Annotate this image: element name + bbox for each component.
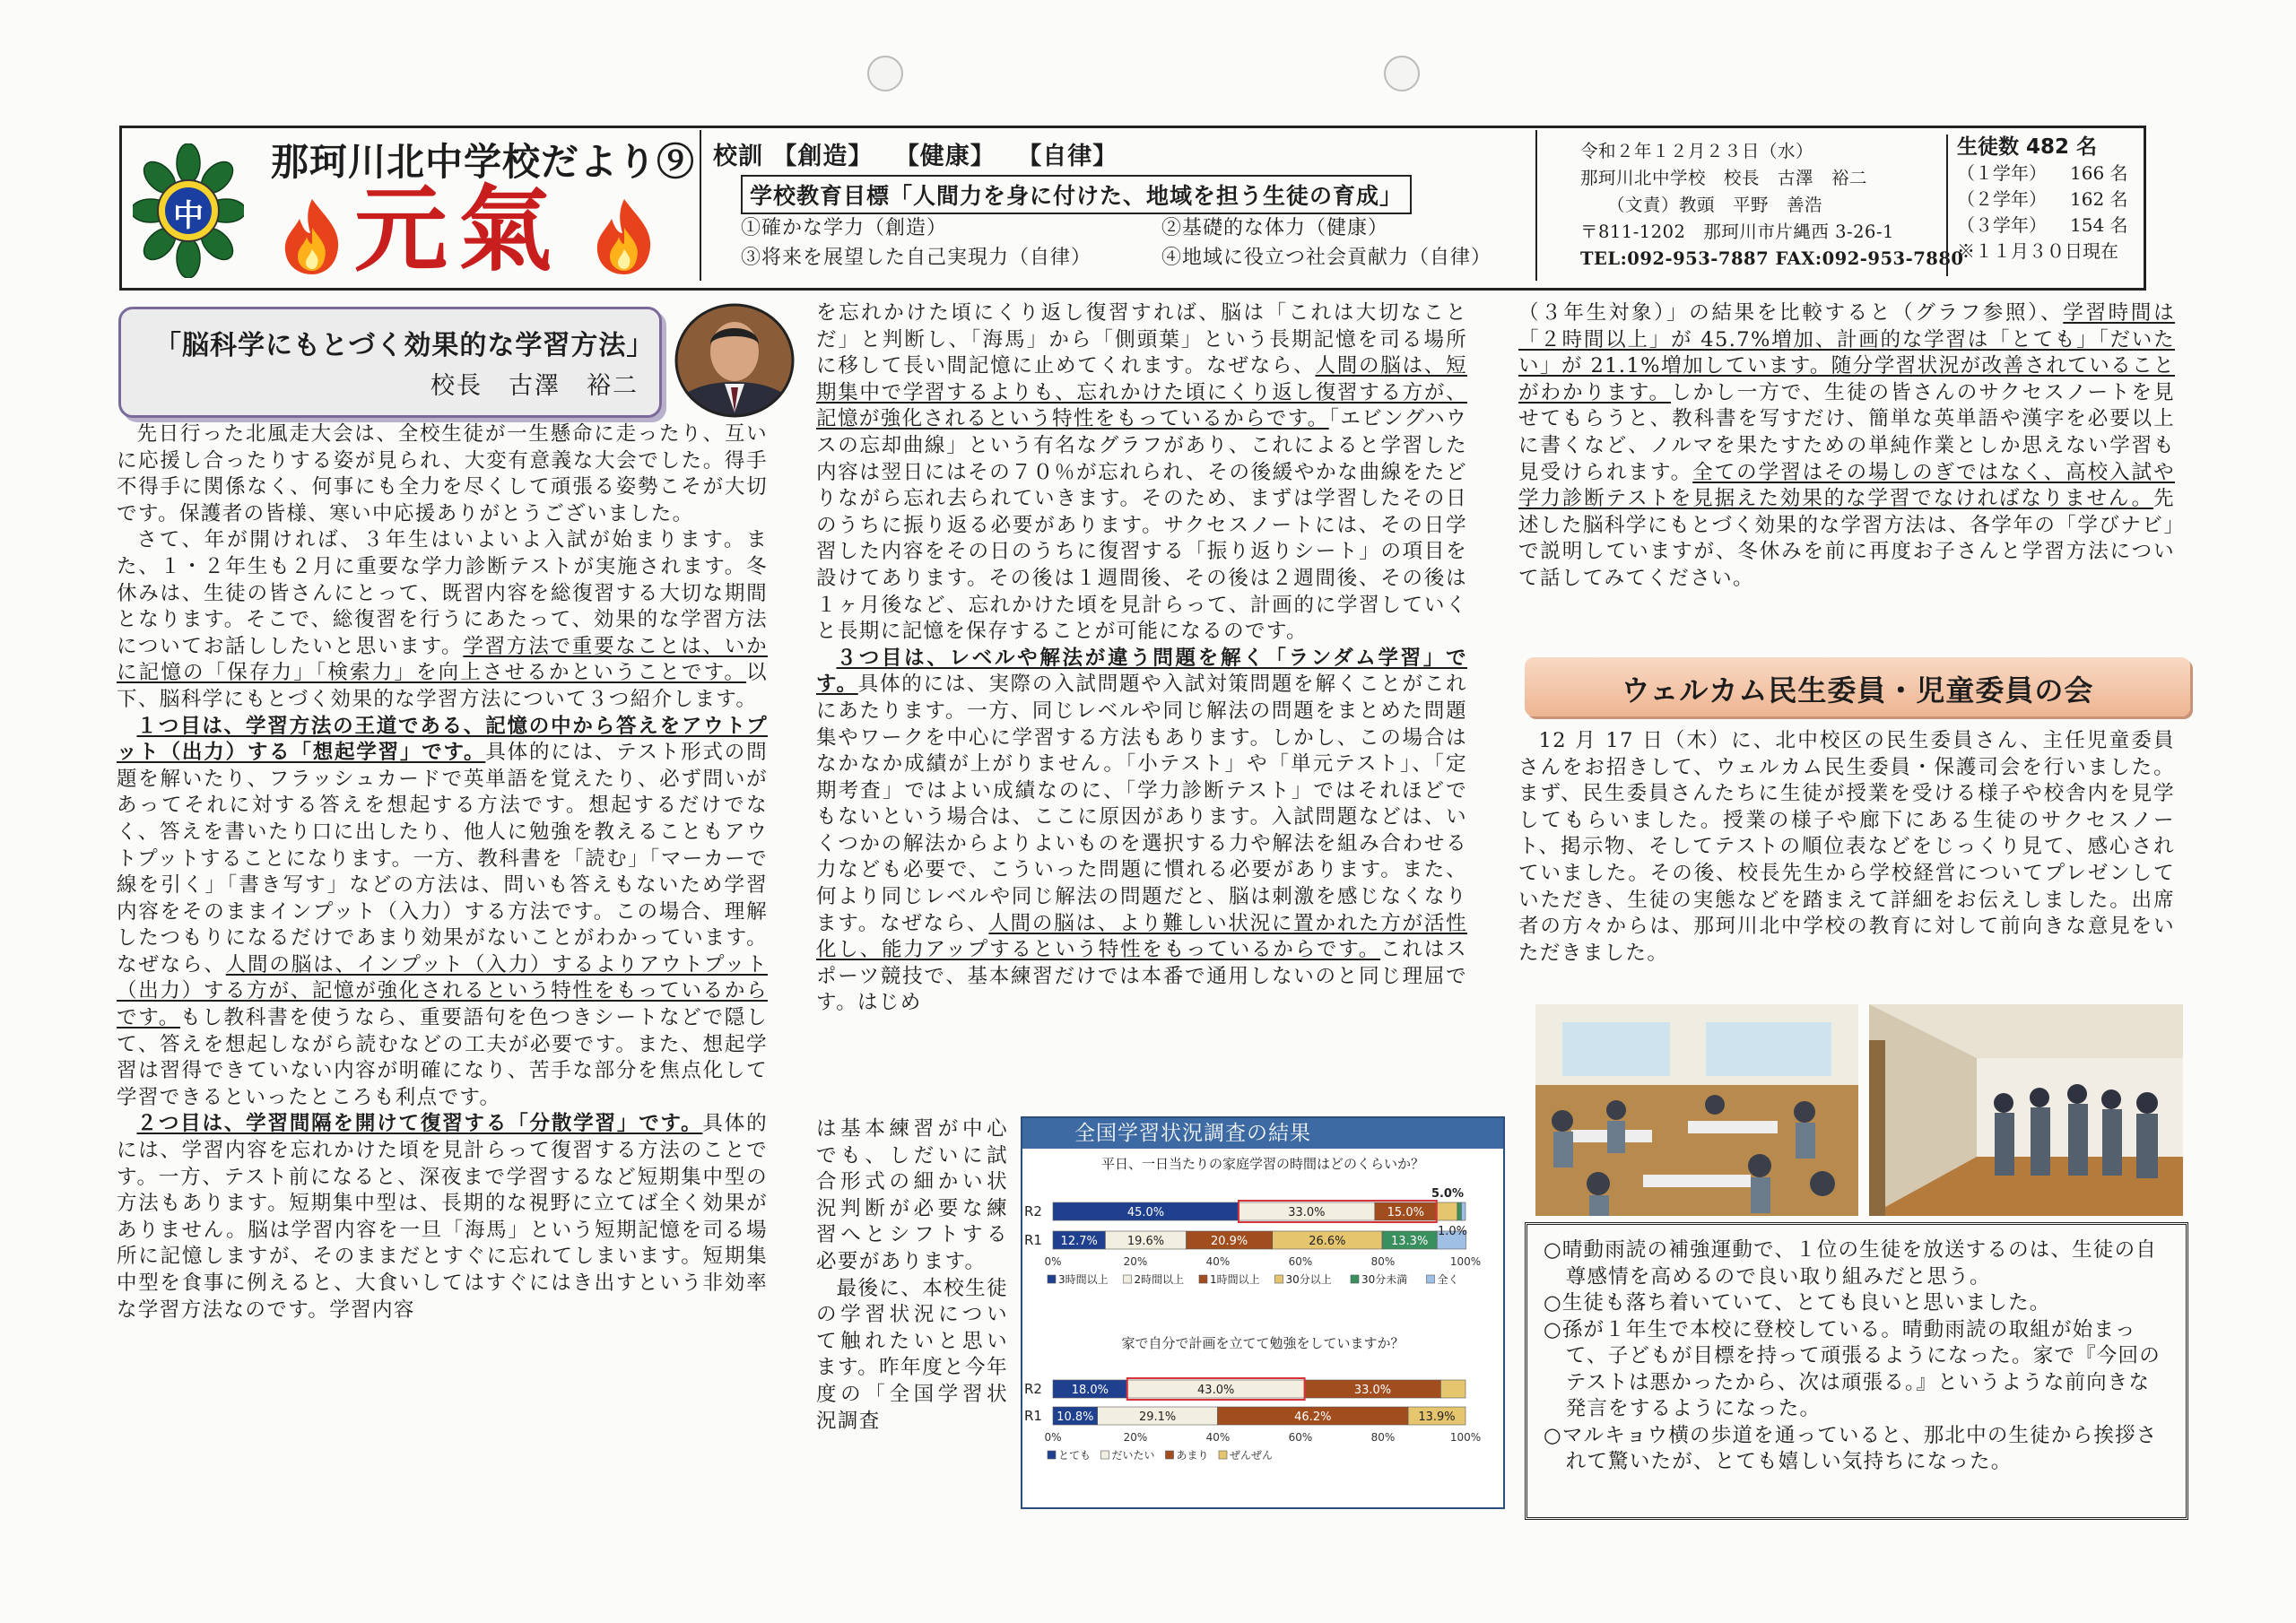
data-label: 5.0% — [1431, 1187, 1464, 1201]
chart-plot — [1022, 1149, 1503, 1507]
tick-label: 60% — [1288, 1431, 1313, 1444]
tick-label: 20% — [1123, 1431, 1148, 1444]
grade-count: 166 名 — [2070, 162, 2128, 184]
motto — [713, 136, 1118, 171]
data-label: 46.2% — [1294, 1410, 1332, 1424]
emblem-char: 中 — [173, 198, 204, 234]
punch-hole — [1384, 56, 1420, 91]
underlined-text: ２つ目は、学習間隔を開けて復習する「分散学習」です。 — [136, 1112, 703, 1136]
data-label: 10.8% — [1057, 1410, 1094, 1424]
text: （３年生対象）」の結果を比較すると（グラフ参照）、 — [1518, 301, 2064, 325]
grade-count: 162 名 — [2070, 188, 2128, 210]
data-label: 29.1% — [1138, 1410, 1177, 1424]
school-principal: 那珂川北中学校 校長 古澤 裕二 — [1580, 168, 1868, 188]
paragraph: 先日行った北風走大会は、全校生徒が一生懸命に走ったり、互いに応援し合ったりする姿が見られ、大変有意義な大会でした。得手不得手に関係なく、何事にも全力を尽くして頑張る姿勢こそが大切です。保護者の皆様、寒い中応援ありがとうございました。 — [117, 422, 768, 525]
event-photo — [1535, 1004, 1858, 1216]
student-row — [1957, 161, 2145, 187]
bar-segment — [1457, 1202, 1462, 1220]
legend-swatch — [1427, 1275, 1435, 1283]
underlined-text: 学習方法で重要なことは、いかに記憶の「保存力」「検索力」を向上させるかということです。 — [117, 634, 768, 685]
tick-label: 40% — [1205, 1255, 1231, 1268]
legend-label: 30分以上 — [1285, 1273, 1332, 1286]
data-label: 33.0% — [1288, 1206, 1326, 1219]
legend-label: 1時間以上 — [1210, 1273, 1260, 1286]
paragraph — [816, 300, 1467, 646]
paragraph: 最後に、本校生徒の学習状況について触れたいと思います。昨年度と今年度の「全国学習状況調査 — [816, 1276, 1008, 1433]
grade-count: 154 名 — [2070, 214, 2128, 236]
tick-label: 60% — [1288, 1255, 1313, 1268]
goal-item: ①確かな学力（創造） — [741, 217, 948, 239]
legend-label: 2時間以上 — [1134, 1273, 1185, 1286]
legend-label: あまり — [1176, 1449, 1209, 1462]
tick-label: 80% — [1370, 1255, 1396, 1268]
bar-segment — [1440, 1380, 1465, 1398]
grade-label: （１学年） — [1957, 162, 2047, 184]
text: 以下、脳科学にもとづく効果的な学習方法について３つ紹介します。 — [117, 661, 768, 711]
feedback-box — [1525, 1222, 2188, 1520]
feedback-item: ○晴動雨読の補強運動で、１位の生徒を放送するのは、生徒の自尊感情を高めるので良い取り組みだと思う。 — [1544, 1238, 2157, 1289]
paragraph — [816, 646, 1467, 1017]
chart-subtitle: 平日、一日当たりの家庭学習の時間はどのくらいか？ — [1100, 1156, 1425, 1172]
student-row — [1957, 213, 2145, 239]
event-body — [1518, 728, 2175, 967]
event-photo — [1869, 1004, 2183, 1216]
text: これはスポーツ競技で、基本練習だけでは本番で通用しないのと同じ理屈です。はじめ — [816, 938, 1467, 1015]
paragraph — [117, 1111, 768, 1324]
byline: 校長 古澤 裕二 — [430, 372, 639, 400]
legend-swatch — [1048, 1275, 1056, 1283]
legend-swatch — [1166, 1451, 1174, 1459]
goal-item: ②基礎的な体力（健康） — [1161, 217, 1389, 239]
text: 具体的には、学習内容を忘れかけた頃を見計らって復習する方法のことです。一方、テスト前になると、深夜まで学習するなど短期集中型の方法もあります。短期集中型は、長期的な視野に立てば全く効果がありません。脳は学習内容を一旦「海馬」という短期記憶を司る場所に記憶しますが、そのままだとすぐに忘れてしまいます。短期集中型を食事に例えると、大食いしてはすぐにはき出すという非効率な学習方法なのです。学習内容 — [117, 1112, 768, 1322]
underlined-text: 人間の脳は、インプット（入力）するよりアウトプット（出力）する方が、記憶が強化されるという特性をもっているからです。 — [117, 952, 768, 1030]
legend-swatch — [1048, 1451, 1056, 1459]
legend-label: 3時間以上 — [1058, 1273, 1109, 1286]
big-title: 元氣 — [354, 174, 563, 284]
newsletter-title: 那珂川北中学校だより⑨ — [271, 140, 696, 184]
issue-date: 令和２年１２月２３日（水） — [1580, 141, 1814, 161]
data-label: 19.6% — [1126, 1235, 1165, 1248]
punch-hole — [867, 56, 903, 91]
underlined-text: 学習時間は「２時間以上」が 45.7%増加、計画的な学習は「とても」「だいたい」が 21.1%増加しています。随分学習状況が改善されていることがわかります。 — [1518, 301, 2175, 404]
goal-item: ③将来を展望した自己実現力（自律） — [741, 247, 1092, 269]
legend-label: だいたい — [1111, 1449, 1155, 1462]
paragraph: は基本練習が中心でも、しだいに試合形式の細かい状況判断が必要な練習へとシフトする必要があります。 — [816, 1117, 1008, 1273]
text: を忘れかけた頃にくり返し復習すれば、脳は「これは大切なことだ」と判断し、「海馬」から「側頭葉」という長期記憶を司る場所に移して長い間記憶に止めてくれます。なぜなら、 — [816, 301, 1467, 378]
motto-item: 【創造】 — [772, 143, 874, 170]
students-title: 生徒数 482 名 — [1957, 135, 2098, 159]
underlined-text: 全ての学習はその場しのぎではなく、高校入試や学力診断テストを見据えた効果的な学習でなければなりません。 — [1518, 460, 2175, 511]
data-label: 26.6% — [1309, 1235, 1346, 1248]
legend-label: とても — [1058, 1449, 1091, 1462]
student-count-box — [1946, 135, 2145, 276]
student-row — [1957, 187, 2145, 213]
article-title: 「脳科学にもとづく効果的な学習方法」 — [154, 330, 655, 361]
paragraph: 12 月 17 日（木）に、北中校区の民生委員さん、主任児童委員さんをお招きして、ウェルカム民生委員・保護司会を行いました。まず、民生委員さんたちに生徒が授業を受ける様子や校舎内を見学してもらいました。授業の様子や廊下にある生徒のサクセスノート、掲示物、そしてテストの順位表などをじっくり見て、感心されていました。その後、校長先生から学校経営についてプレゼンしていただき、生徒の実態などを踏まえて詳細をお伝えしました。出席者の方々からは、那珂川北中学校の教育に対して前向きな意見をいただきました。 — [1518, 729, 2175, 965]
category-label: R2 — [1024, 1203, 1042, 1219]
event-title: ウェルカム民生委員・児童委員の会 — [1621, 673, 2094, 707]
article-column-3 — [1518, 300, 2175, 593]
survey-chart — [1021, 1116, 1505, 1509]
issue-info — [1580, 138, 1963, 273]
grade-label: （２学年） — [1957, 188, 2047, 210]
writer: （文責）教頭 平野 善浩 — [1607, 195, 1823, 215]
data-label: 13.9% — [1418, 1410, 1456, 1424]
data-label: 1.0% — [1437, 1225, 1467, 1238]
motto-label: 校訓 — [713, 143, 763, 170]
text: 先述した脳科学にもとづく効果的な学習方法は、各学年の「学びナビ」で説明していますが、冬休みを前に再度お子さんと学習方法について話してみてください。 — [1518, 487, 2175, 590]
underlined-text: ３つ目は、レベルや解法が違う問題を解く「ランダム学習」です。 — [816, 646, 1467, 697]
chart-subtitle: 家で自分で計画を立てて勉強をしていますか？ — [1121, 1335, 1405, 1351]
data-label: 12.7% — [1060, 1235, 1098, 1248]
bar-segment — [1437, 1202, 1457, 1220]
feedback-item: ○マルキョウ横の歩道を通っていると、那北中の生徒から挨拶されて驚いたが、とても嬉しい気持ちになった。 — [1544, 1423, 2158, 1473]
tick-label: 20% — [1123, 1255, 1148, 1268]
motto-item: 【健康】 — [894, 143, 996, 170]
flame-icon — [592, 197, 657, 276]
legend-label: ぜんぜん — [1230, 1449, 1274, 1462]
underlined-text: 人間の脳は、短期集中で学習するよりも、忘れかけた頃にくり返し復習する方が、記憶が強化されるという特性をもっているからです。 — [816, 354, 1467, 431]
data-label: 45.0% — [1126, 1206, 1165, 1219]
grade-label: （３学年） — [1957, 214, 2047, 236]
legend-label: 全く — [1437, 1273, 1459, 1286]
feedback-item: ○生徒も落ち着いていて、とても良いと思いました。 — [1544, 1291, 2051, 1315]
data-label: 15.0% — [1387, 1206, 1424, 1219]
principal-photo — [674, 303, 795, 418]
tick-label: 40% — [1205, 1431, 1231, 1444]
category-label: R1 — [1024, 1408, 1042, 1424]
data-label: 13.3% — [1391, 1235, 1429, 1248]
school-goal: 学校教育目標「人間力を身に付けた、地域を担う生徒の育成」 — [741, 175, 1412, 214]
legend-swatch — [1101, 1451, 1109, 1459]
text: 具体的には、テスト形式の問題を解いたり、フラッシュカードで英単語を覚えたり、必ず問いがあってそれに対する答えを想起する方法です。想起するだけでなく、答えを書いたり口に出したり、他人に勉強を教えることもアウトプットすることになります。一方、教科書を「読む」「マーカーで線を引く」「書き写す」などの方法は、問いも答えもないため学習内容をそのままインプット（入力）する方法です。この場合、理解したつもりになるだけであまり効果がないことがわかっています。なぜなら、 — [117, 741, 768, 976]
feedback-item: ○孫が１年生で本校に登校している。晴動雨読の取組が始まって、子どもが目標を持って頑張るようになった。家で『今回のテストは悪かったから、次は頑張る。』というような前向きな発言をするようになった。 — [1544, 1317, 2161, 1420]
underlined-text: １つ目は、学習方法の王道である、記憶の中から答えをアウトプット（出力）する「想起学習」です。 — [117, 714, 768, 765]
data-label: 18.0% — [1071, 1384, 1109, 1397]
tick-label: 80% — [1370, 1431, 1396, 1444]
category-label: R2 — [1024, 1381, 1042, 1397]
article-column-1 — [117, 421, 768, 1324]
category-label: R1 — [1024, 1232, 1042, 1248]
text: 「エビングハウスの忘却曲線」という有名なグラフがあり、これによると学習した内容は翌日にはその７０％が忘れられ、その後緩やかな曲線をたどりながら忘れ去られていきます。そのため、まずは学習したその日のうちに振り返る必要があります。サクセスノートには、その日学習した内容をその日のうちに復習する「振り返りシート」の項目を設けてあります。その後は１週間後、その後は２週間後、その後は１ヶ月後など、忘れかけた頃を見計らって、計画的に学習していくと長期に記憶を保存することが可能になるのです。 — [816, 407, 1467, 644]
article-column-2-narrow — [816, 1116, 1008, 1435]
legend-swatch — [1275, 1275, 1283, 1283]
data-label: 20.9% — [1210, 1235, 1248, 1248]
paragraph — [1518, 300, 2175, 593]
tick-label: 100% — [1449, 1431, 1482, 1444]
address: 〒811-1202 那珂川市片縄西 3-26-1 — [1580, 221, 1894, 242]
motto-item: 【自律】 — [1017, 143, 1118, 170]
goal-item: ④地域に役立つ社会貢献力（自律） — [1161, 247, 1492, 269]
underlined-text: 人間の脳は、より難しい状況に置かれた方が活性化し、能力アップするという特性をもっているからです。 — [816, 911, 1467, 962]
text: もし教科書を使うなら、重要語句を色つきシートなどで隠して、答えを想起しながら読むなどの工夫が必要です。また、想起学習は習得できていない内容が明確になり、苦手な部分を焦点化して学習できるといったところも利点です。 — [117, 1006, 768, 1109]
text: さて、年が開ければ、３年生はいよいよ入試が始まります。また、１・２年生も２月に重要な学力診断テストが実施されます。冬休みは、生徒の皆さんにとって、既習内容を総復習する大切な期間となります。そこで、総復習を行うにあたって、効果的な学習方法についてお話ししたいと思います。 — [117, 528, 768, 658]
legend-label: 30分未満 — [1361, 1273, 1408, 1286]
tick-label: 0% — [1044, 1431, 1062, 1444]
data-label: 43.0% — [1197, 1384, 1235, 1397]
paragraph — [117, 527, 768, 713]
data-label: 33.0% — [1353, 1384, 1392, 1397]
tick-label: 0% — [1044, 1255, 1062, 1268]
as-of-note: ※１１月３０日現在 — [1957, 240, 2118, 262]
legend-swatch — [1351, 1275, 1359, 1283]
contact: TEL:092-953-7887 FAX:092-953-7880 — [1580, 248, 1964, 269]
legend-swatch — [1199, 1275, 1207, 1283]
tick-label: 100% — [1449, 1255, 1482, 1268]
legend-swatch — [1219, 1451, 1227, 1459]
bar-segment — [1461, 1202, 1465, 1220]
text: しかし一方で、生徒の皆さんのサクセスノートを見せてもらうと、教科書を写すだけ、簡単な英単語や漢字を必要以上に書くなど、ノルマを果たすための単純作業としか思えない学習も見受けられます。 — [1518, 380, 2175, 484]
paragraph — [117, 714, 768, 1112]
chart-title: 全国学習状況調査の結果 — [1022, 1118, 1503, 1149]
article-column-2 — [816, 300, 1467, 1017]
legend-swatch — [1124, 1275, 1132, 1283]
text: 具体的には、実際の入試問題や入試対策問題を解くことがこれにあたります。一方、同じレベルや同じ解法の問題をまとめた問題集やワークを中心に学習する方法もあります。しかし、この場合はなかなか成績が上がりません。「小テスト」や「単元テスト」、「定期考査」ではよい成績なのに、「学力診断テスト」ではそれほどでもないという場合は、ここに原因があります。入試問題などは、いくつかの解法からよりよいものを選択する力や解法を組み合わせる力なども必要で、こういった問題に慣れる必要があります。また、何より同じレベルや同じ解法の問題だと、脳は刺激を感じなくなります。なぜなら、 — [816, 673, 1467, 935]
flame-icon — [280, 197, 344, 276]
